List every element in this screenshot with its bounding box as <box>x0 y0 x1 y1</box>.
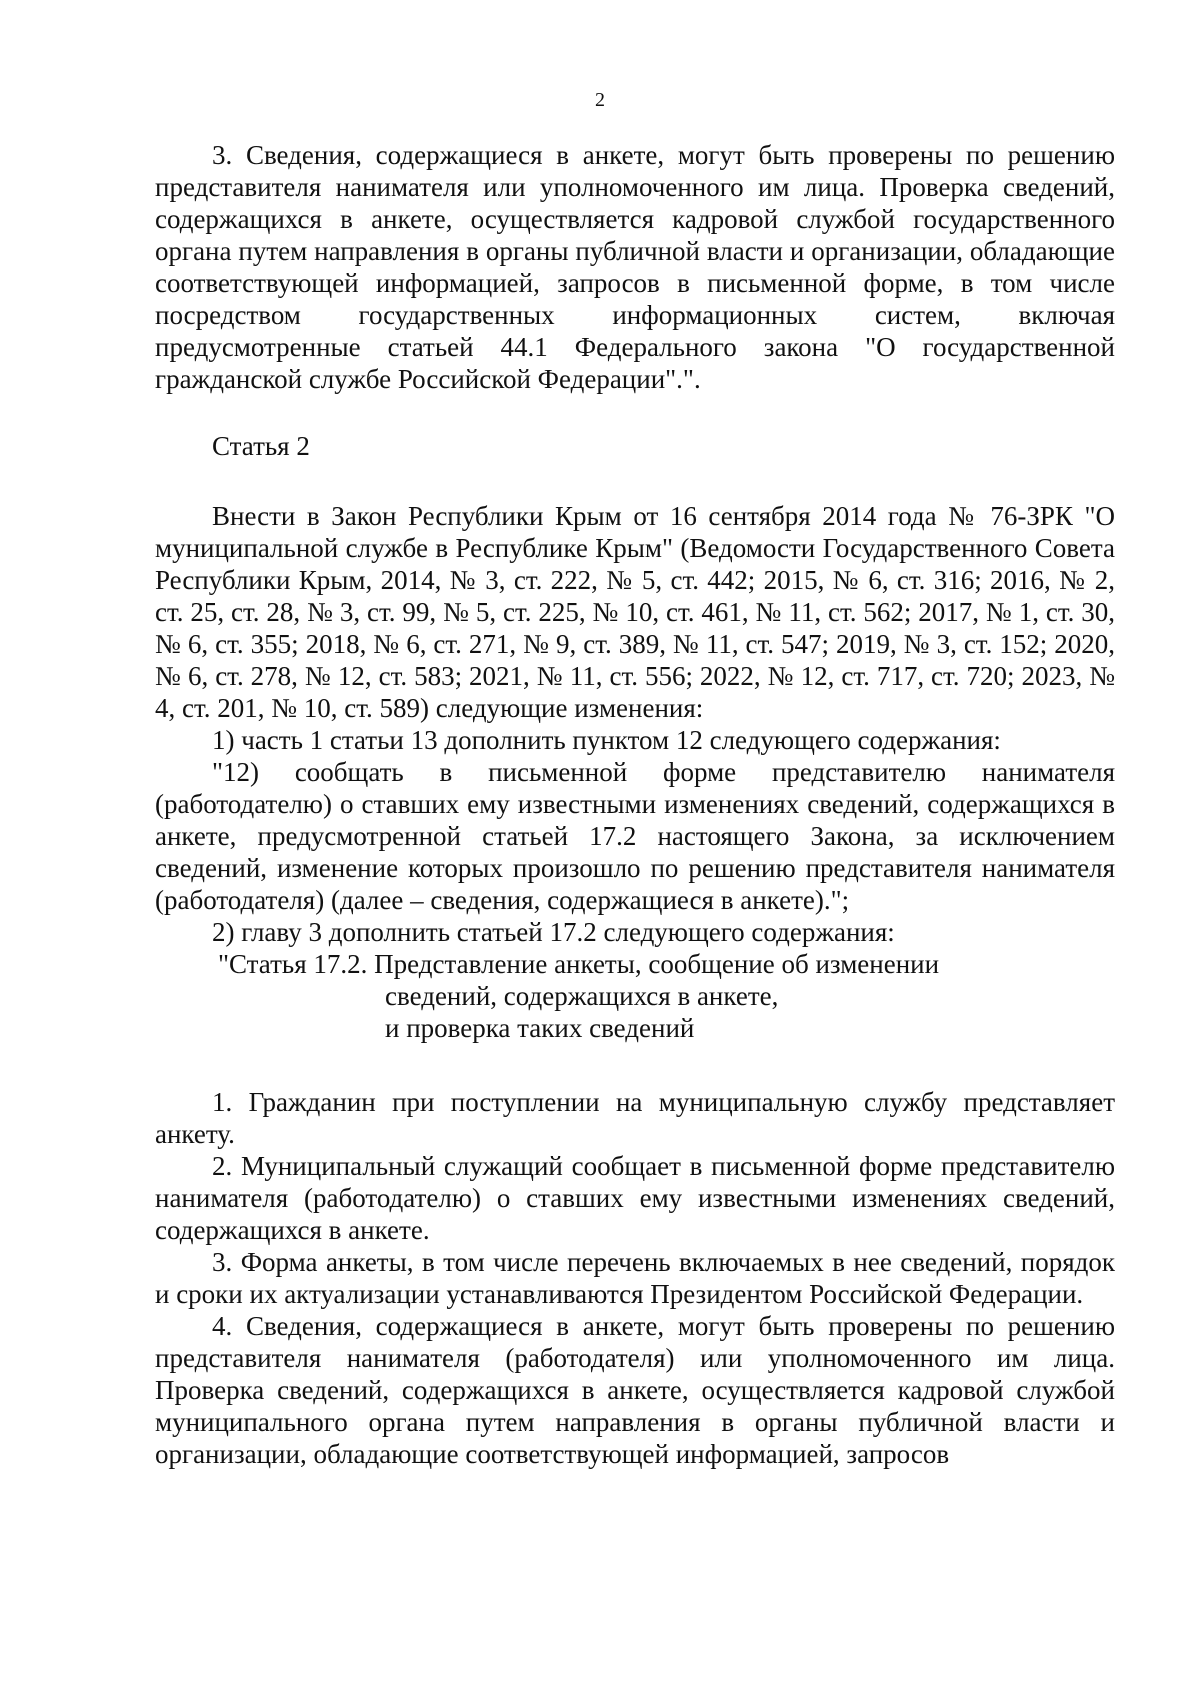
new-article-title <box>155 948 1115 1044</box>
paragraph-new-item-12: "12) сообщать в письменной форме представителю нанимателя (работодателю) о ставших ему известными изменениях сведений, содержащихся в анкете, предусмотренной статьей 17.2 настоящего Закона, за исключением сведений, изменение которых произошло по решению представителя нанимателя (работодателя) (далее – сведения, содержащиеся в анкете)."; <box>155 757 1115 915</box>
document-body <box>155 139 1115 1470</box>
paragraph-amendment-intro: Внести в Закон Республики Крым от 16 сентября 2014 года № 76-ЗРК "О муниципальной службе в Республике Крым" (Ведомости Государственного Совета Республики Крым, 2014, № 3, ст. 222, № 5, ст. 442; 2015, № 6, ст. 316; 2016, № 2, ст. 25, ст. 28, № 3, ст. 99, № 5, ст. 225, № 10, ст. 461, № 11, ст. 562; 2017, № 1, ст. 30, № 6, ст. 355; 2018, № 6, ст. 271, № 9, ст. 389, № 11, ст. 547; 2019, № 3, ст. 152; 2020, № 6, ст. 278, № 12, ст. 583; 2021, № 11, ст. 556; 2022, № 12, ст. 717, ст. 720; 2023, № 4, ст. 201, № 10, ст. 589) следующие изменения: <box>155 501 1115 723</box>
paragraph-article-17-2-item3: 3. Форма анкеты, в том числе перечень включаемых в нее сведений, порядок и сроки их актуализации устанавливаются Президентом Российской Федерации. <box>155 1247 1115 1309</box>
article-heading: Статья 2 <box>212 431 310 461</box>
new-article-title-line: сведений, содержащихся в анкете, <box>385 981 779 1011</box>
paragraph-article-17-2-item4: 4. Сведения, содержащиеся в анкете, могут быть проверены по решению представителя нанимателя (работодателя) или уполномоченного им лица. Проверка сведений, содержащихся в анкете, осуществляется кадровой службой муниципального органа путем направления в органы публичной власти и организации, обладающие соответствующей информацией, запросов <box>155 1311 1115 1469</box>
paragraph-article-17-2-item1: 1. Гражданин при поступлении на муниципальную службу представляет анкету. <box>155 1087 1115 1149</box>
new-article-title-line: "Статья 17.2. Представление анкеты, сообщение об изменении <box>218 949 940 979</box>
new-article-title-line: и проверка таких сведений <box>385 1013 695 1043</box>
paragraph-article1-item3: 3. Сведения, содержащиеся в анкете, могут быть проверены по решению представителя нанимателя или уполномоченного им лица. Проверка сведений, содержащихся в анкете, осуществляется кадровой службой государственного органа путем направления в органы публичной власти и организации, обладающие соответствующей информацией, запросов в письменной форме, в том числе посредством государственных информационных систем, включая предусмотренные статьей 44.1 Федерального закона "О государственной гражданской службе Российской Федерации".". <box>155 140 1115 394</box>
page-number: 2 <box>595 89 605 111</box>
paragraph-amendment-1: 1) часть 1 статьи 13 дополнить пунктом 12 следующего содержания: <box>212 725 1001 755</box>
paragraph-amendment-2: 2) главу 3 дополнить статьей 17.2 следующего содержания: <box>212 917 895 947</box>
paragraph-article-17-2-item2: 2. Муниципальный служащий сообщает в письменной форме представителю нанимателя (работодателю) о ставших ему известными изменениях сведений, содержащихся в анкете. <box>155 1151 1115 1245</box>
